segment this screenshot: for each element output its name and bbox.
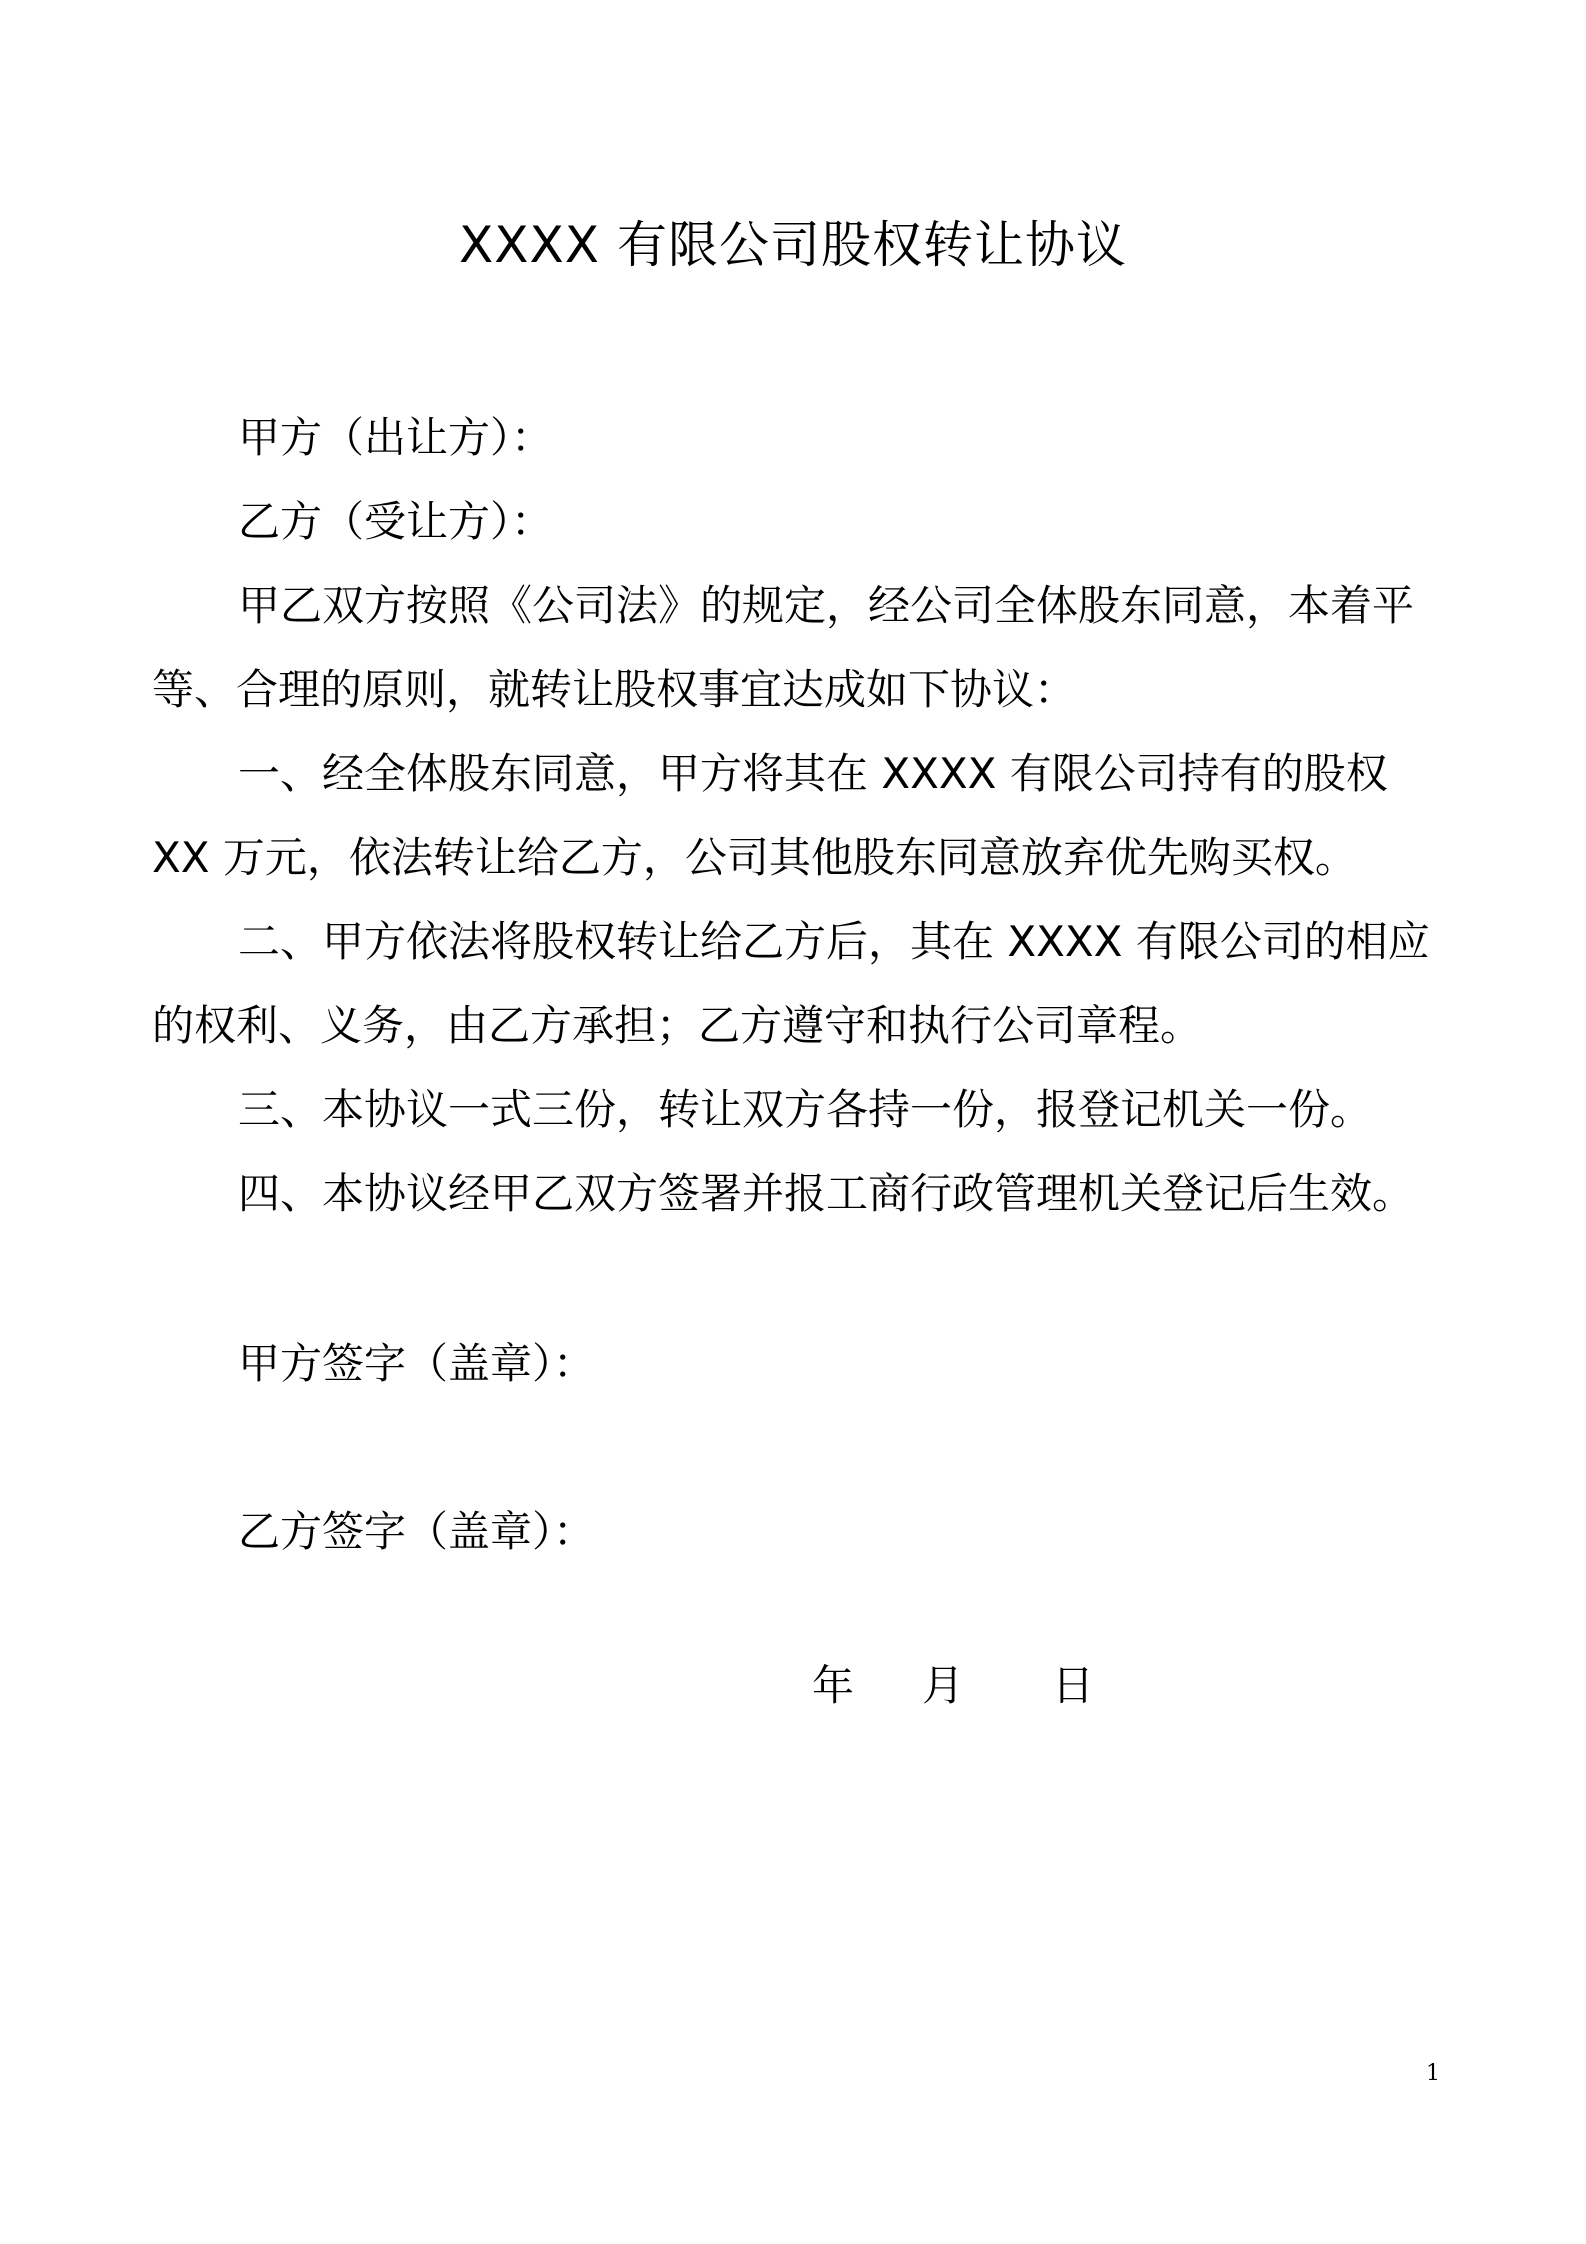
- clause-4: 四、本协议经甲乙双方签署并报工商行政管理机关登记后生效。: [238, 1169, 1415, 1218]
- party-a-label: 甲方（出让方）：: [238, 413, 554, 462]
- clause-2-line-1: 二、甲方依法将股权转让给乙方后，其在 XXXX 有限公司的相应: [238, 917, 1430, 966]
- date-month: 月: [922, 1661, 965, 1710]
- preamble-line-2: 等、合理的原则，就转让股权事宜达成如下协议：: [152, 665, 1077, 714]
- clause-3: 三、本协议一式三份，转让双方各持一份，报登记机关一份。: [238, 1085, 1373, 1134]
- date-day: 日: [1052, 1661, 1095, 1710]
- clause-1-line-1: 一、经全体股东同意，甲方将其在 XXXX 有限公司持有的股权: [238, 749, 1388, 798]
- preamble-line-1: 甲乙双方按照《公司法》的规定，经公司全体股东同意，本着平: [238, 581, 1415, 630]
- signature-a-label: 甲方签字（盖章）：: [238, 1339, 596, 1388]
- party-b-label: 乙方（受让方）：: [238, 497, 554, 546]
- signature-b-label: 乙方签字（盖章）：: [238, 1507, 596, 1556]
- date-year: 年: [812, 1661, 855, 1710]
- page-number: 1: [1426, 2061, 1440, 2086]
- clause-2-line-2: 的权利、义务，由乙方承担；乙方遵守和执行公司章程。: [152, 1001, 1203, 1050]
- clause-1-line-2: XX 万元，依法转让给乙方，公司其他股东同意放弃优先购买权。: [152, 833, 1357, 882]
- document-title: XXXX 有限公司股权转让协议: [459, 216, 1127, 274]
